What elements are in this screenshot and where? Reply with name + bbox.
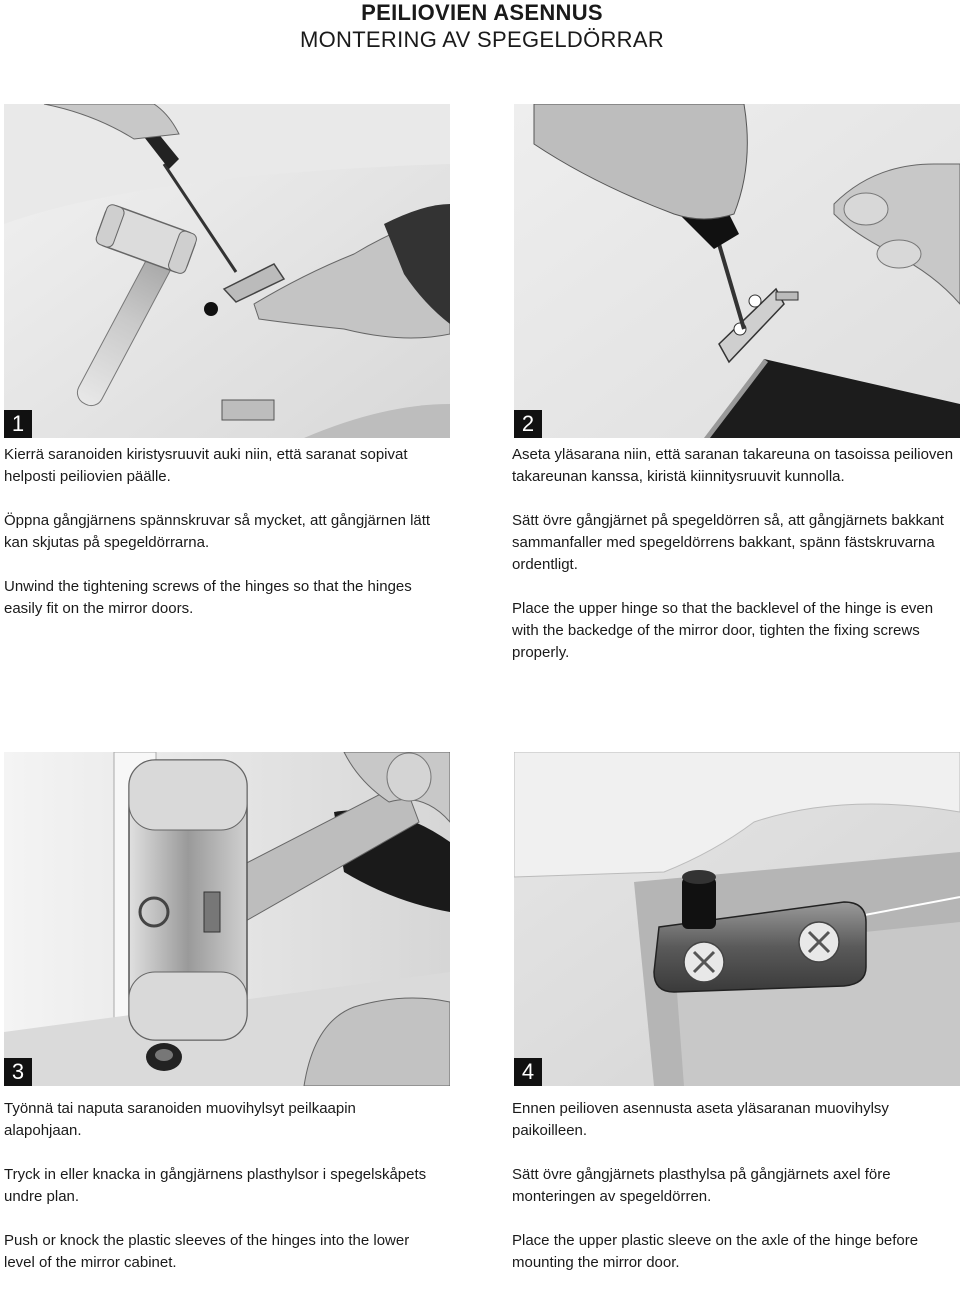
step-4-text-finnish: Ennen peilioven asennusta aseta yläsaranan muovihylsy paikoilleen. xyxy=(512,1100,889,1139)
step-4-text xyxy=(512,1098,952,1296)
step-4-text-english: Place the upper plastic sleeve on the axle of the hinge before mounting the mirror door. xyxy=(512,1232,919,1271)
step-4-number: 4 xyxy=(514,1058,542,1086)
step-3-text-english: Push or knock the plastic sleeves of the hinges into the lower level of the mirror cabinet. xyxy=(4,1232,410,1271)
step-3-text xyxy=(4,1098,434,1296)
title-finnish: PEILIOVIEN ASENNUS xyxy=(361,0,603,25)
step-2-text-english: Place the upper hinge so that the backlevel of the hinge is even with the backedge of the mirror door, tighten the fixing screws properly. xyxy=(512,600,934,661)
step-2-number: 2 xyxy=(514,410,542,438)
step-3-text-swedish: Tryck in eller knacka in gångjärnens plasthylsor i spegelskåpets undre plan. xyxy=(4,1166,427,1205)
step-2-photo xyxy=(514,104,960,438)
step-3-photo xyxy=(4,752,450,1086)
step-3-number: 3 xyxy=(4,1058,32,1086)
step-2-text xyxy=(512,444,956,686)
step-1-text xyxy=(4,444,444,642)
step-4-text-swedish: Sätt övre gångjärnets plasthylsa på gångjärnets axel före monteringen av spegeldörren. xyxy=(512,1166,891,1205)
step-3-text-finnish: Työnnä tai naputa saranoiden muovihylsyt peilkaapin alapohjaan. xyxy=(4,1100,356,1139)
step-1-text-swedish: Öppna gångjärnens spännskruvar så mycket, att gångjärnen lätt kan skjutas på spegeldörrarna. xyxy=(4,512,431,551)
page-title xyxy=(0,0,960,54)
title-swedish: MONTERING AV SPEGELDÖRRAR xyxy=(299,27,665,52)
step-2-text-swedish: Sätt övre gångjärnet på spegeldörren så, att gångjärnets bakkant sammanfaller med spegeldörrens bakkant, spänn fästskruvarna ordentligt. xyxy=(512,512,944,573)
step-1-text-english: Unwind the tightening screws of the hinges so that the hinges easily fit on the mirror doors. xyxy=(4,578,412,617)
step-1-number: 1 xyxy=(4,410,32,438)
step-2-text-finnish: Aseta yläsarana niin, että saranan takareuna on tasoissa peilioven takareunan kanssa, kiristä kiinnitysruuvit kunnolla. xyxy=(512,446,954,485)
step-1-text-finnish: Kierrä saranoiden kiristysruuvit auki niin, että saranat sopivat helposti peiliovien päälle. xyxy=(4,446,408,485)
step-4-photo xyxy=(514,752,960,1086)
step-1-photo xyxy=(4,104,450,438)
